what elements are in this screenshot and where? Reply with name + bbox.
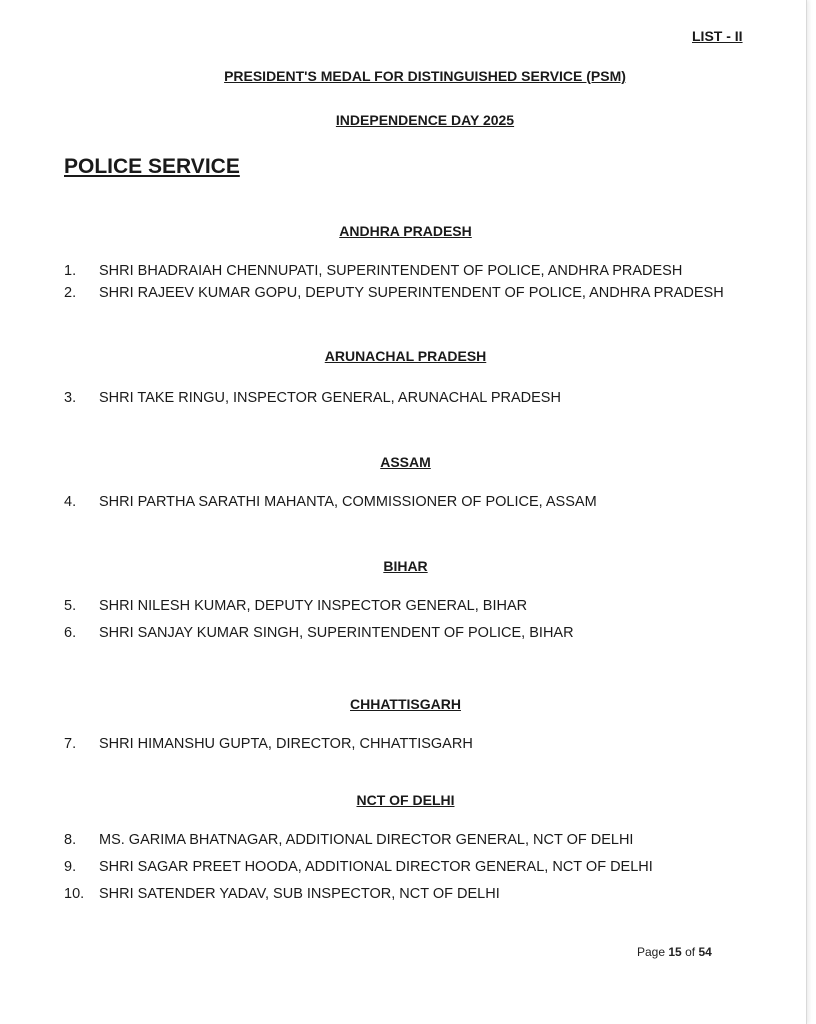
item-number: 5. (64, 598, 77, 614)
item-text: SHRI SATENDER YADAV, SUB INSPECTOR, NCT OF DELHI (99, 886, 500, 902)
list-item (64, 830, 748, 851)
item-text: MS. GARIMA BHATNAGAR, ADDITIONAL DIRECTOR GENERAL, NCT OF DELHI (99, 832, 634, 848)
item-number: 6. (64, 625, 77, 641)
item-text: SHRI RAJEEV KUMAR GOPU, DEPUTY SUPERINTENDENT OF POLICE, ANDHRA PRADESH (99, 285, 724, 301)
item-text: SHRI SAGAR PREET HOODA, ADDITIONAL DIRECTOR GENERAL, NCT OF DELHI (99, 859, 653, 875)
list-item (64, 492, 748, 513)
page-current: 15 (668, 945, 682, 959)
page-number (637, 945, 712, 959)
item-number: 7. (64, 736, 77, 752)
page-of: of (685, 945, 696, 959)
item-number: 4. (64, 494, 77, 510)
list-label: LIST - II (692, 28, 743, 44)
list-item (64, 596, 748, 617)
state-heading-bihar: BIHAR (383, 558, 428, 574)
item-number: 8. (64, 832, 77, 848)
list-item (64, 884, 748, 905)
item-number: 2. (64, 285, 77, 301)
state-heading-chhattisgarh: CHHATTISGARH (350, 696, 461, 712)
list-item (64, 283, 748, 304)
medal-title: PRESIDENT'S MEDAL FOR DISTINGUISHED SERVICE (PSM) (224, 68, 626, 84)
item-number: 1. (64, 263, 77, 279)
item-text: SHRI HIMANSHU GUPTA, DIRECTOR, CHHATTISGARH (99, 736, 473, 752)
item-text: SHRI SANJAY KUMAR SINGH, SUPERINTENDENT OF POLICE, BIHAR (99, 625, 574, 641)
list-item (64, 623, 748, 644)
list-item (64, 857, 748, 878)
item-number: 3. (64, 390, 77, 406)
page-prefix: Page (637, 945, 666, 959)
item-text: SHRI TAKE RINGU, INSPECTOR GENERAL, ARUNACHAL PRADESH (99, 390, 561, 406)
item-text: SHRI NILESH KUMAR, DEPUTY INSPECTOR GENERAL, BIHAR (99, 598, 528, 614)
item-text: SHRI BHADRAIAH CHENNUPATI, SUPERINTENDENT OF POLICE, ANDHRA PRADESH (99, 263, 683, 279)
item-number: 9. (64, 859, 77, 875)
item-text: SHRI PARTHA SARATHI MAHANTA, COMMISSIONER OF POLICE, ASSAM (99, 494, 597, 510)
state-heading-assam: ASSAM (380, 454, 431, 470)
state-heading-nct-of-delhi: NCT OF DELHI (356, 792, 455, 808)
item-number: 10. (64, 886, 85, 902)
state-heading-andhra-pradesh: ANDHRA PRADESH (339, 223, 472, 239)
page-total: 54 (698, 945, 712, 959)
service-title: POLICE SERVICE (64, 155, 240, 178)
occasion-heading: INDEPENDENCE DAY 2025 (335, 112, 515, 128)
list-item (64, 261, 748, 282)
state-heading-arunachal-pradesh: ARUNACHAL PRADESH (324, 348, 487, 364)
list-item (64, 388, 748, 409)
list-item (64, 734, 748, 755)
